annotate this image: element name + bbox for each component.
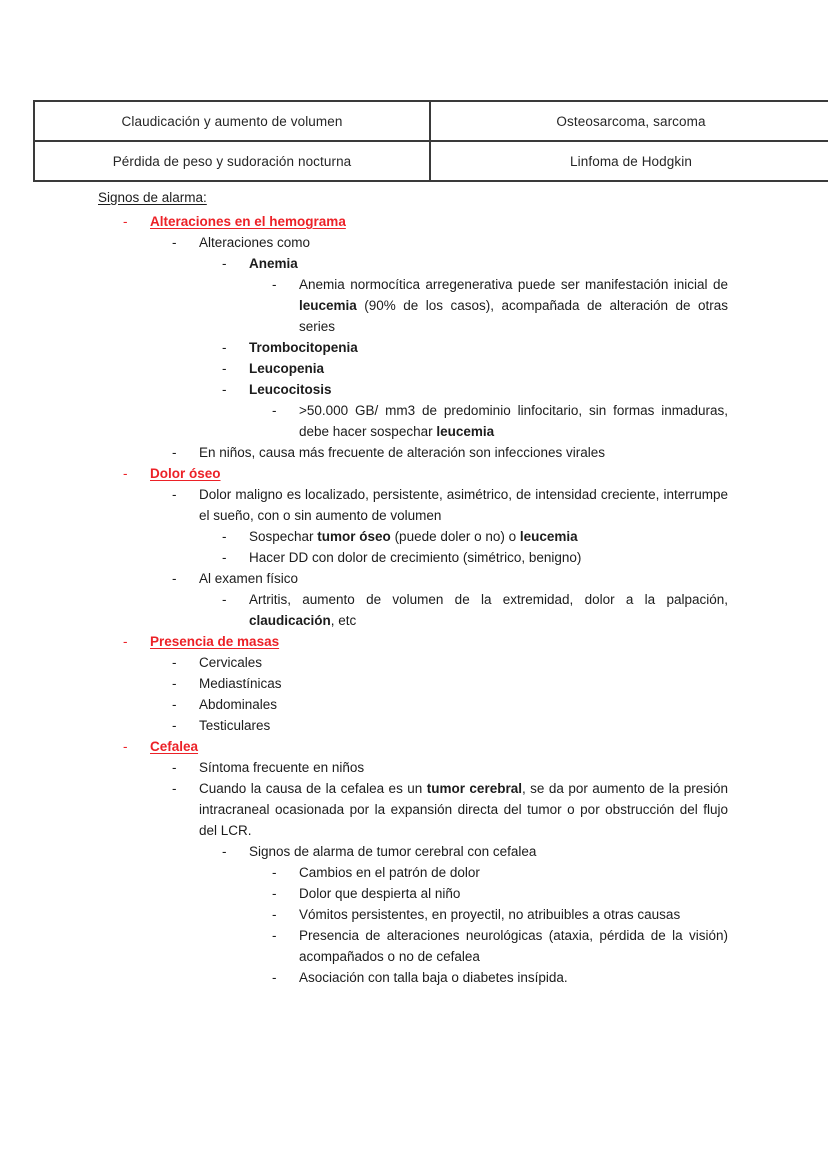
item-text: Hacer DD con dolor de crecimiento (simétrico, benigno) (249, 550, 582, 565)
artritis-post: , etc (330, 613, 357, 628)
bullet-dash-icon: - (272, 907, 277, 922)
outline-item-leucopenia (222, 358, 728, 379)
item-text: Vómitos persistentes, en proyectil, no atribuibles a otras causas (299, 907, 681, 922)
bullet-dash-icon: - (272, 277, 277, 292)
bullet-dash-icon: - (272, 886, 277, 901)
outline-item-signo-cambios-patron (272, 862, 728, 883)
symptoms-diagnosis-table (33, 100, 828, 182)
outline-item-signo-dolor-despierta (272, 883, 728, 904)
item-text: Abdominales (199, 697, 278, 712)
sospechar-mid: (puede doler o no) o (390, 529, 520, 544)
item-text: Cambios en el patrón de dolor (299, 865, 480, 880)
table-cell-sign: Claudicación y aumento de volumen (34, 101, 430, 141)
table-cell-diagnosis: Linfoma de Hodgkin (430, 141, 828, 181)
outline-heading-masas (123, 631, 728, 652)
item-text (299, 274, 728, 337)
item-text: Dolor maligno es localizado, persistente, asimétrico, de intensidad creciente, interrumpe el sueño, con o sin aumento de volumen (199, 487, 728, 523)
leucocitosis-detail-pre: >50.000 GB/ mm3 de predominio linfocitario, sin formas inmaduras, debe hacer sospechar (299, 403, 728, 439)
heading-text: Cefalea (150, 739, 199, 754)
heading-text: Dolor óseo (150, 466, 221, 481)
outline-item-anemia (222, 253, 728, 274)
outline-item-examen-fisico (172, 568, 728, 589)
outline-item-alteraciones-como (172, 232, 728, 253)
bullet-dash-icon: - (172, 571, 177, 586)
bullet-dash-icon: - (222, 844, 227, 859)
leucocitosis-detail-bold: leucemia (436, 424, 495, 439)
anemia-detail-pre: Anemia normocítica arregenerativa puede ser manifestación inicial de (299, 277, 728, 292)
item-text (249, 526, 728, 547)
item-text (249, 589, 728, 631)
causa-pre: Cuando la causa de la cefalea es un (199, 781, 427, 796)
outline-item-sospechar-tumor (222, 526, 728, 547)
bullet-dash-icon: - (123, 466, 128, 481)
bullet-dash-icon: - (172, 718, 177, 733)
artritis-pre: Artritis, aumento de volumen de la extremidad, dolor a la palpación, (249, 592, 728, 607)
outline-item-signo-vomitos (272, 904, 728, 925)
bullet-dash-icon: - (123, 739, 128, 754)
sospechar-pre: Sospechar (249, 529, 318, 544)
table-body (34, 101, 828, 181)
bullet-dash-icon: - (272, 403, 277, 418)
outline-item-anemia-detail (272, 274, 728, 337)
outline-section-title: Signos de alarma: (98, 190, 207, 205)
item-text (299, 400, 728, 442)
item-text: Testiculares (199, 718, 271, 733)
sospechar-bold-tumor-oseo: tumor óseo (317, 529, 391, 544)
table-row (34, 141, 828, 181)
bullet-dash-icon: - (222, 361, 227, 376)
item-text (199, 778, 728, 841)
item-text: Anemia (249, 256, 298, 271)
outline-item-masa-cervicales (172, 652, 728, 673)
outline-item-sintoma-frecuente (172, 757, 728, 778)
bullet-dash-icon: - (272, 970, 277, 985)
outline-item-signos-alarma-tumor (222, 841, 728, 862)
outline-item-signo-asociacion-talla (272, 967, 728, 988)
outline-item-masa-mediastinicas (172, 673, 728, 694)
outline-item-leucocitosis-detail (272, 400, 728, 442)
outline-heading-hemograma (123, 211, 728, 232)
table-cell-diagnosis: Osteosarcoma, sarcoma (430, 101, 828, 141)
sospechar-bold-leucemia: leucemia (519, 529, 578, 544)
bullet-dash-icon: - (222, 256, 227, 271)
outline-item-dolor-maligno (172, 484, 728, 526)
item-text: Alteraciones como (199, 235, 311, 250)
outline-item-trombocitopenia (222, 337, 728, 358)
outline-item-masa-abdominales (172, 694, 728, 715)
item-text: Síntoma frecuente en niños (199, 760, 365, 775)
bullet-dash-icon: - (222, 529, 227, 544)
bullet-dash-icon: - (172, 445, 177, 460)
item-text: Dolor que despierta al niño (299, 886, 461, 901)
bullet-dash-icon: - (222, 340, 227, 355)
bullet-dash-icon: - (123, 214, 128, 229)
bullet-dash-icon: - (123, 634, 128, 649)
outline-heading-cefalea (123, 736, 728, 757)
anemia-detail-bold: leucemia (299, 298, 357, 313)
bullet-dash-icon: - (272, 928, 277, 943)
outline-item-causa-cefalea (172, 778, 728, 841)
bullet-dash-icon: - (272, 865, 277, 880)
bullet-dash-icon: - (172, 235, 177, 250)
item-text: Cervicales (199, 655, 263, 670)
bullet-dash-icon: - (222, 592, 227, 607)
outline-item-masa-testiculares (172, 715, 728, 736)
item-text: Al examen físico (199, 571, 299, 586)
item-text: Asociación con talla baja o diabetes insípida. (299, 970, 568, 985)
outline-item-hacer-dd (222, 547, 728, 568)
outline-item-artritis (222, 589, 728, 631)
outline-heading-dolor-oseo (123, 463, 728, 484)
heading-text: Presencia de masas (150, 634, 280, 649)
anemia-detail-post: (90% de los casos), acompañada de alteración de otras series (299, 298, 728, 334)
item-text: Mediastínicas (199, 676, 282, 691)
item-text: Trombocitopenia (249, 340, 358, 355)
bullet-dash-icon: - (172, 697, 177, 712)
table-cell-sign: Pérdida de peso y sudoración nocturna (34, 141, 430, 181)
item-text: En niños, causa más frecuente de alteración son infecciones virales (199, 445, 605, 460)
outline-item-leucocitosis (222, 379, 728, 400)
item-text: Presencia de alteraciones neurológicas (ataxia, pérdida de la visión) acompañados o no de cefalea (299, 928, 728, 964)
item-text: Leucocitosis (249, 382, 332, 397)
item-text: Signos de alarma de tumor cerebral con cefalea (249, 844, 537, 859)
outline-item-ninos-virales (172, 442, 728, 463)
item-text: Leucopenia (249, 361, 325, 376)
bullet-dash-icon: - (172, 676, 177, 691)
heading-text: Alteraciones en el hemograma (150, 214, 346, 229)
alarm-signs-outline (0, 188, 828, 988)
causa-bold: tumor cerebral (426, 781, 522, 796)
bullet-dash-icon: - (172, 760, 177, 775)
causa-post: , se da por aumento de la presión intracraneal ocasionada por la expansión directa del tumor o por obstrucción del flujo del LCR. (199, 781, 728, 838)
outline-item-signo-alteraciones-neurologicas (272, 925, 728, 967)
bullet-dash-icon: - (222, 550, 227, 565)
bullet-dash-icon: - (172, 781, 177, 796)
bullet-dash-icon: - (172, 655, 177, 670)
bullet-dash-icon: - (172, 487, 177, 502)
artritis-bold: claudicación (249, 613, 331, 628)
table-row (34, 101, 828, 141)
bullet-dash-icon: - (222, 382, 227, 397)
